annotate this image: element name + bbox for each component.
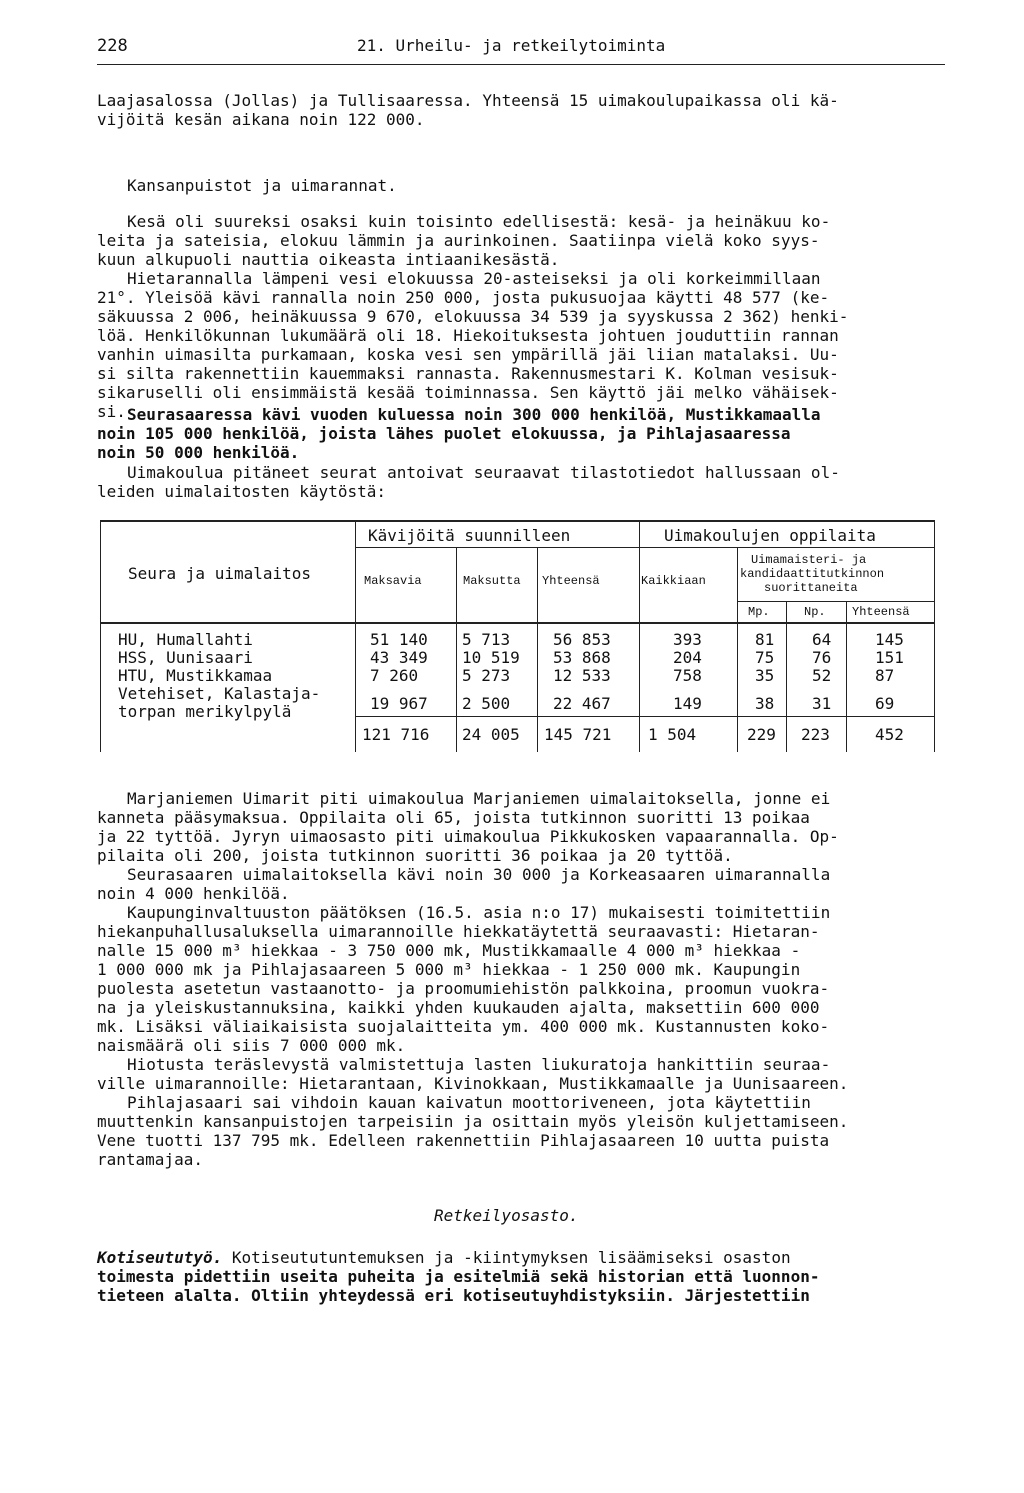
total-yhteensa: 145 721 [544, 725, 612, 744]
text-line: Vene tuotti 137 795 mk. Edelleen rakennettiin Pihlajasaareen 10 uutta puista [97, 1131, 830, 1150]
cell-np: 64 [812, 630, 832, 649]
text-line: tieteen alalta. Oltiin yhteydessä eri kotiseutuyhdistyksiin. Järjestettiin [97, 1286, 810, 1305]
text-line: Hietarannalla lämpeni vesi elokuussa 20-asteiseksi ja oli korkeimmillaan [127, 269, 821, 288]
col-header-mp: Mp. [748, 605, 770, 619]
cell-maksutta: 5 713 [462, 630, 511, 649]
text-line: 1 000 000 mk ja Pihlajasaareen 5 000 m³ hiekkaa - 1 250 000 mk. Kaupungin [97, 960, 801, 979]
text-line: noin 105 000 henkilöä, joista lähes puolet elokuussa, ja Pihlajasaaressa [97, 424, 791, 443]
text-line: mk. Lisäksi väliaikaisista suojalaitteita ym. 400 000 mk. Kustannusten koko- [97, 1017, 830, 1036]
table-vline [100, 520, 101, 752]
intro-paragraph [97, 91, 947, 129]
cell-yhteensa: 56 853 [553, 630, 611, 649]
total-kaikkiaan: 1 504 [648, 725, 697, 744]
cell-maksutta: 5 273 [462, 666, 511, 685]
total-sum: 452 [875, 725, 904, 744]
col-header-kaikkiaan: Kaikkiaan [641, 574, 706, 588]
text-line: noin 50 000 henkilöä. [97, 443, 300, 462]
col-header-yhteensa: Yhteensä [542, 574, 600, 588]
paragraph-hietaranta [97, 269, 947, 421]
swimming-statistics-table [100, 520, 935, 752]
table-vline [737, 547, 738, 752]
cell-total: 87 [875, 666, 895, 685]
row-name: HU, Humallahti [118, 630, 253, 649]
table-vline [934, 520, 935, 752]
text-line: Seurasaaressa kävi vuoden kuluessa noin 300 000 henkilöä, Mustikkamaalla [127, 405, 821, 424]
cell-mp: 35 [755, 666, 775, 685]
col-header-maksutta: Maksutta [463, 574, 521, 588]
cell-total: 151 [875, 648, 904, 667]
paragraph-kotiseututyo [97, 1248, 947, 1305]
table-rule-subgroup [737, 601, 935, 602]
cell-yhteensa: 53 868 [553, 648, 611, 667]
cell-maksutta: 2 500 [462, 694, 511, 713]
total-maksavia: 121 716 [362, 725, 430, 744]
table-rule-top [100, 520, 935, 522]
cell-kaikkiaan: 393 [673, 630, 702, 649]
cell-mp: 81 [755, 630, 775, 649]
text-line: leita ja sateisia, elokuu lämmin ja aurinkoinen. Saatiinpa vielä koko syys- [97, 231, 820, 250]
text-line: Laajasalossa (Jollas) ja Tullisaaressa. Yhteensä 15 uimakoulupaikassa oli kä- [97, 91, 839, 110]
paragraph-hiekka [97, 903, 947, 1055]
cell-kaikkiaan: 204 [673, 648, 702, 667]
group-header-oppilaita: Uimakoulujen oppilaita [664, 526, 876, 545]
text-line: hiekanpuhallusaluksella uimarannoille hiekkatäytettä seuraavasti: Hietaran- [97, 922, 820, 941]
text-line: Uimakoulua pitäneet seurat antoivat seuraavat tilastotiedot hallussaan ol- [127, 463, 840, 482]
col-header-yhteensa-2: Yhteensä [852, 605, 910, 619]
table-rule-header-bottom [100, 622, 935, 624]
text-line: Seurasaaren uimalaitoksella kävi noin 30 000 ja Korkeasaaren uimarannalla [127, 865, 831, 884]
paragraph-seurasaari [97, 405, 947, 462]
text-line: muuttenkin kansanpuistojen tarpeisiin ja osittain myös yleisön kuljettamiseen. [97, 1112, 849, 1131]
row-name: torpan merikylpylä [118, 702, 292, 721]
paragraph-korkeasaari [97, 865, 947, 903]
text-line [97, 1248, 947, 1267]
cell-maksavia: 7 260 [370, 666, 419, 685]
cell-maksavia: 43 349 [370, 648, 428, 667]
text-span: Kotiseututuntemuksen ja -kiintymyksen lisäämiseksi osaston [231, 1248, 791, 1267]
table-vline [639, 520, 640, 752]
paragraph-summer [97, 212, 947, 269]
text-line: naismäärä oli siis 7 000 000 mk. [97, 1036, 406, 1055]
text-line: kuun alkupuoli nauttia oikeasta intiaanikesästä. [97, 250, 560, 269]
text-line: löä. Henkilökunnan lukumäärä oli 18. Hiekoituksesta johtuen jouduttiin rannan [97, 326, 839, 345]
running-header: 21. Urheilu- ja retkeilytoiminta [357, 36, 666, 55]
text-line: kanneta pääsymaksua. Oppilaita oli 65, joista tutkinnon suoritti 13 poikaa [97, 808, 810, 827]
text-line: vijöitä kesän aikana noin 122 000. [97, 110, 425, 129]
kotiseututyo-lead: Kotiseututyö. [97, 1248, 223, 1267]
text-line: ja 22 tyttöä. Jyryn uimaosasto piti uimakoulua Pikkukosken vapaarannalla. Op- [97, 827, 839, 846]
text-line: si. [97, 402, 126, 421]
row-name: HTU, Mustikkamaa [118, 666, 273, 685]
cell-np: 52 [812, 666, 832, 685]
text-line: nalle 15 000 m³ hiekkaa - 3 750 000 mk, Mustikkamaalle 4 000 m³ hiekkaa - [97, 941, 801, 960]
cell-yhteensa: 22 467 [553, 694, 611, 713]
subgroup-header-line: suorittaneita [764, 581, 858, 595]
paragraph-marjaniemi [97, 789, 947, 865]
text-line: ville uimarannoille: Hietarantaan, Kivinokkaan, Mustikkamaalle ja Uunisaareen. [97, 1074, 849, 1093]
col-header-maksavia: Maksavia [364, 574, 422, 588]
subgroup-header-line: Uimamaisteri- ja [751, 553, 867, 567]
cell-total: 145 [875, 630, 904, 649]
cell-kaikkiaan: 149 [673, 694, 702, 713]
text-line: Hiotusta teräslevystä valmistettuja lasten liukuratoja hankittiin seuraa- [127, 1055, 831, 1074]
header-rule [97, 64, 945, 65]
cell-maksavia: 51 140 [370, 630, 428, 649]
cell-kaikkiaan: 758 [673, 666, 702, 685]
row-name: Vetehiset, Kalastaja- [118, 684, 321, 703]
paragraph-pihlajasaari [97, 1093, 947, 1169]
text-line: Kaupunginvaltuuston päätöksen (16.5. asia n:o 17) mukaisesti toimitettiin [127, 903, 831, 922]
text-line: Kesä oli suureksi osaksi kuin toisinto edellisestä: kesä- ja heinäkuu ko- [127, 212, 831, 231]
subgroup-header-line: kandidaattitutkinnon [740, 567, 885, 581]
total-mp: 229 [747, 725, 776, 744]
table-vline [537, 547, 538, 752]
text-line: puolesta asetetun vastaanotto- ja proomumiehistön palkkoina, proomun vuokra- [97, 979, 830, 998]
section-heading-kansanpuistot: Kansanpuistot ja uimarannat. [127, 176, 397, 195]
total-np: 223 [801, 725, 830, 744]
text-line: vanhin uimasilta purkamaan, koska vesi sen ympärillä jäi liian matalaksi. Uu- [97, 345, 839, 364]
cell-mp: 38 [755, 694, 775, 713]
section-heading-retkeilyosasto: Retkeilyosasto. [434, 1206, 579, 1225]
text-line: toimesta pidettiin useita puheita ja esitelmiä sekä historian että luonnon- [97, 1267, 820, 1286]
cell-yhteensa: 12 533 [553, 666, 611, 685]
cell-total: 69 [875, 694, 895, 713]
table-rule-totals [355, 716, 935, 717]
paragraph-table-intro [97, 463, 947, 501]
text-line: leiden uimalaitosten käytöstä: [97, 482, 386, 501]
text-line: noin 4 000 henkilöä. [97, 884, 290, 903]
cell-np: 31 [812, 694, 832, 713]
col-header-np: Np. [804, 605, 826, 619]
cell-mp: 75 [755, 648, 775, 667]
row-name: HSS, Uunisaari [118, 648, 253, 667]
table-rule-group [355, 547, 935, 548]
text-line: Marjaniemen Uimarit piti uimakoulua Marjaniemen uimalaitoksella, jonne ei [127, 789, 831, 808]
table-vline [355, 520, 356, 752]
text-line: säkuussa 2 006, heinäkuussa 9 670, elokuussa 34 539 ja syyskussa 2 362) henki- [97, 307, 849, 326]
group-header-kavijoita: Kävijöitä suunnilleen [368, 526, 571, 545]
page-number: 228 [97, 36, 128, 56]
text-line: sikaruselli oli ensimmäistä kesää toiminnassa. Sen käyttö jäi melko vähäisek- [97, 383, 839, 402]
table-vline [786, 601, 787, 752]
table-vline [846, 601, 847, 752]
cell-maksavia: 19 967 [370, 694, 428, 713]
paragraph-liukuradat [97, 1055, 947, 1093]
text-line: rantamajaa. [97, 1150, 203, 1169]
cell-np: 76 [812, 648, 832, 667]
col-header-seura: Seura ja uimalaitos [128, 564, 312, 583]
text-line: 21°. Yleisöä kävi rannalla noin 250 000, josta pukusuojaa käytti 48 577 (ke- [97, 288, 830, 307]
text-line: na ja yleiskustannuksina, kaikki yhden kuukauden ajalta, maksettiin 600 000 [97, 998, 820, 1017]
cell-maksutta: 10 519 [462, 648, 520, 667]
table-vline [456, 547, 457, 752]
text-line: si silta rakennettiin kauemmaksi rannasta. Rakennusmestari K. Kolman vesisuk- [97, 364, 839, 383]
text-line: Pihlajasaari sai vihdoin kauan kaivatun moottoriveneen, jota käytettiin [127, 1093, 811, 1112]
total-maksutta: 24 005 [462, 725, 520, 744]
text-line: pilaita oli 200, joista tutkinnon suoritti 36 poikaa ja 20 tyttöä. [97, 846, 733, 865]
